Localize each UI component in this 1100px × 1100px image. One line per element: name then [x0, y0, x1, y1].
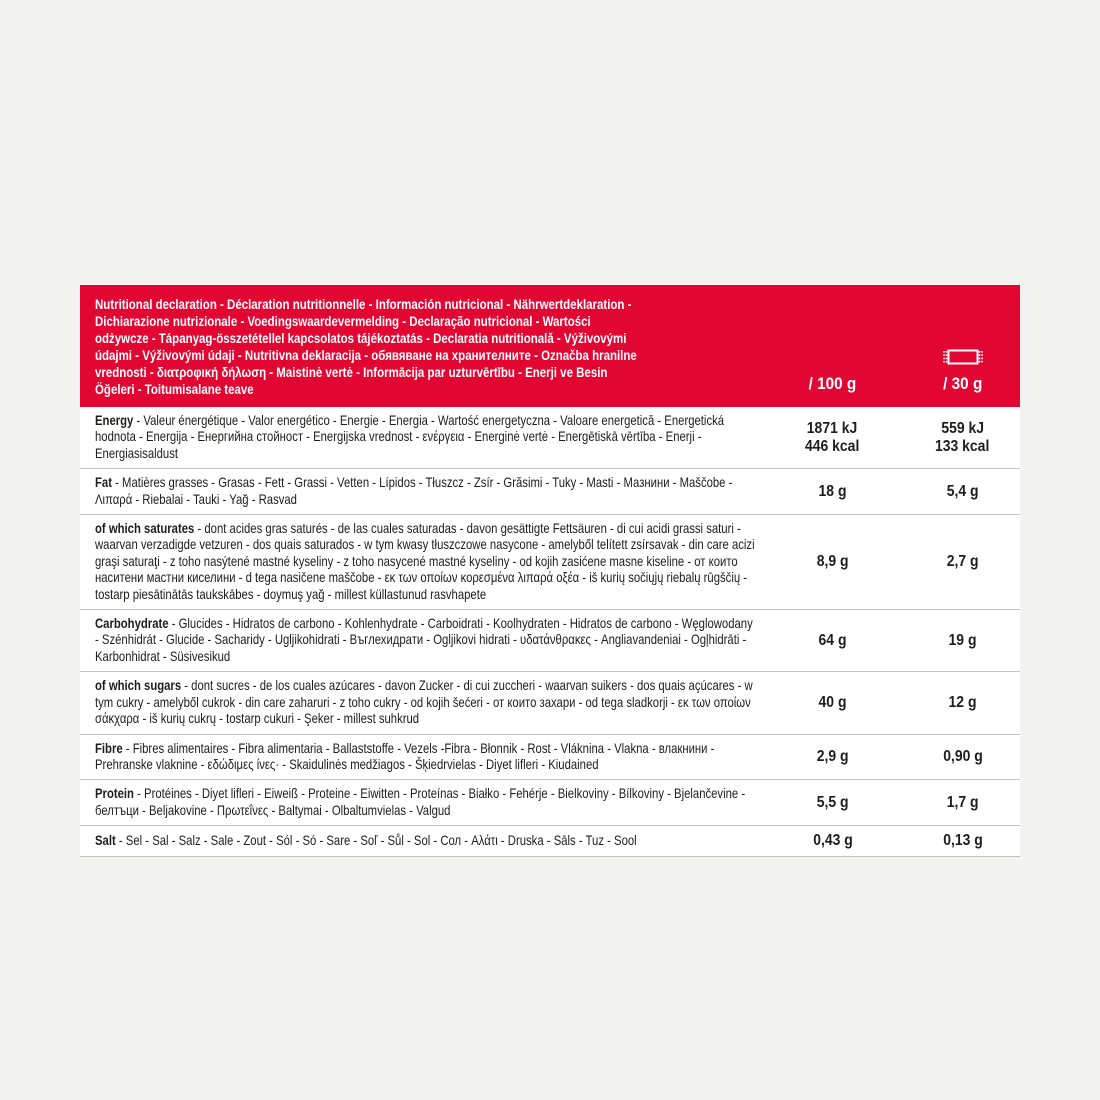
nutrient-label-cell — [80, 786, 760, 819]
value-line: 0,43 g — [812, 832, 853, 850]
nutrient-term: Protein — [95, 786, 134, 802]
nutrition-declaration-table — [80, 285, 1020, 857]
nutrient-term: Carbohydrate — [95, 616, 169, 632]
value-line: 133 kcal — [935, 437, 990, 455]
value-per-100g — [760, 413, 905, 462]
value-per-100g — [760, 678, 905, 727]
per-30g-label: / 30 g — [942, 374, 983, 393]
value-per-30g — [905, 521, 1020, 603]
value-line: 0,90 g — [942, 747, 983, 765]
table-body — [80, 407, 1020, 857]
nutrient-translations: - dont sucres - de los cuales azúcares - davon Zucker - di cui zuccheri - waarvan suikers - dos quais açúcares - w tym cukry - amelyből cukrok - din care zaharuri - z toho cukry - od kojih šećeri - от които захари - od tega sladkorji - εκ των οποίων σάκχαρα - iš kurių cukrų - tostarp cukuri - Şeker - millest suhkrud — [95, 678, 753, 727]
nutrient-label — [95, 475, 759, 508]
table-row — [80, 515, 1020, 610]
nutrient-label-cell — [80, 521, 760, 603]
nutrient-translations: - dont acides gras saturés - de las cuales saturadas - davon gesättigte Fettsäuren - di cui acidi grassi saturi - waarvan verzadigde vetzuren - dos quais saturados - w tym kwasy tłuszczowe nasycone - amelyből telített zsírsavak - din care acizi graşi saturaţi - z toho nasýtené mastné kyseliny - z toho nasycené mastné kyseliny - od kojih zasićene masne kiseline - от които наситени мастни киселини - d tega nasičene maščobe - εκ των οποίων κορεσμένα λιπαρά οξέα - iš kurių sočiųjų riebalų rūgščių - tostarp piesātinātās taukskābes - doymuş yağ - millest küllastunud rasvhapete — [95, 521, 755, 602]
value-line: 19 g — [948, 631, 977, 649]
nutrient-term: Fibre — [95, 740, 123, 756]
value-per-100g — [760, 786, 905, 819]
nutrient-label — [95, 741, 759, 774]
table-row — [80, 672, 1020, 734]
nutrient-translations: - Valeur énergétique - Valor energético - Energie - Energia - Wartość energetyczna - Valoare energetică - Energetická hodnota - Energija - Енергийна стойност - Energijska vrednost - ενέργεια - Energinė vertė - Energētiskā vērtība - Enerji - Energiasisaldust — [95, 413, 725, 461]
nutrient-label — [95, 521, 759, 603]
nutrient-term: of which saturates — [95, 521, 195, 537]
value-line: 12 g — [948, 693, 977, 711]
value-per-100g — [760, 741, 905, 774]
value-line: 18 g — [818, 482, 847, 500]
nutrient-translations: - Glucides - Hidratos de carbono - Kohlenhydrate - Carboidrati - Koolhydraten - Hidratos de carbono - Węglowodany - Szénhidrát - Glucide - Sacharidy - Ugljikohidrati - Въглехидрати - Ogljikovi hidrati - υδατάνθρακες - Angliavandeniai - Ogļhidrāti - Karbonhidrat - Süsivesikud — [95, 616, 753, 664]
value-per-100g — [760, 521, 905, 603]
value-line: 559 kJ — [941, 419, 984, 437]
nutrient-label — [95, 413, 759, 462]
nutrient-label-cell — [80, 741, 760, 774]
value-line: 5,5 g — [816, 793, 849, 811]
nutrient-label-cell — [80, 475, 760, 508]
table-title: Nutritional declaration - Déclaration nutritionnelle - Información nutricional - Nährwertdeklaration - Dichiarazione nutrizionale - Voedingswaardevermelding - Declaração nutricional - Wartości odżywcze - Tápanyag-összetétellel kapcsolatos tájékoztatás - Declaratia nutritionalǎ - Výživovými údajmi - Výživovými údaji - Nutritivna deklaracija - обявяване на хранителните - Označba hranilne vrednosti - διατροφική δήλωση - Maistinė vertė - Informācija par uzturvērtību - Enerji ve Besin Öğeleri - Toitumisalane teave — [95, 296, 637, 397]
value-line: 1,7 g — [946, 793, 979, 811]
table-row — [80, 826, 1020, 857]
nutrient-label-cell — [80, 413, 760, 462]
nutrient-term: Energy — [95, 413, 134, 428]
table-row — [80, 610, 1020, 672]
nutrient-translations: - Sel - Sal - Salz - Sale - Zout - Sól - Só - Sare - Soľ - Sůl - Sol - Сол - Αλάτι - Druska - Sāls - Tuz - Sool — [115, 832, 637, 848]
value-per-100g — [760, 475, 905, 508]
value-per-30g — [905, 678, 1020, 727]
value-per-100g — [760, 832, 905, 850]
value-per-30g — [905, 786, 1020, 819]
table-header-title-cell — [80, 296, 760, 398]
nutrient-term: Salt — [95, 832, 116, 848]
table-row — [80, 780, 1020, 826]
value-per-30g — [905, 832, 1020, 850]
nutrient-translations: - Protéines - Diyet lifleri - Eiweiß - Proteine - Eiwitten - Proteínas - Białko - Fehérje - Bielkoviny - Bílkoviny - Bjelančevine - белтъци - Beljakovine - Πρωτεΐνες - Baltymai - Olbaltumvielas - Valgud — [95, 786, 746, 818]
value-line: 40 g — [818, 693, 847, 711]
value-line: 2,9 g — [816, 747, 849, 765]
nutrient-term: Fat — [95, 475, 112, 491]
value-line: 446 kcal — [805, 437, 860, 455]
value-per-30g — [905, 475, 1020, 508]
per-100g-label: / 100 g — [808, 374, 857, 393]
nutrient-label-cell — [80, 616, 760, 665]
table-row — [80, 469, 1020, 515]
nutrient-translations: - Matières grasses - Grasas - Fett - Grassi - Vetten - Lípidos - Tłuszcz - Zsír - Grăsimi - Tuky - Masti - Мазнини - Maščobe - Λιπαρά - Riebalai - Tauki - Yağ - Rasvad — [95, 475, 733, 507]
value-line: 8,9 g — [816, 553, 849, 571]
bar-wrapper-icon — [940, 347, 986, 367]
nutrient-label-cell — [80, 833, 760, 849]
value-per-100g — [760, 616, 905, 665]
value-per-30g — [905, 413, 1020, 462]
nutrient-label — [95, 786, 759, 819]
nutrient-label — [95, 616, 759, 665]
nutrient-label — [95, 833, 759, 849]
nutrient-label-cell — [80, 678, 760, 727]
table-row — [80, 407, 1020, 469]
column-header-per-30g — [905, 296, 1020, 398]
value-per-30g — [905, 741, 1020, 774]
value-line: 0,13 g — [942, 832, 983, 850]
value-per-30g — [905, 616, 1020, 665]
table-row — [80, 735, 1020, 781]
nutrient-label — [95, 678, 759, 727]
value-line: 64 g — [818, 631, 847, 649]
nutrient-translations: - Fibres alimentaires - Fibra alimentaria - Ballaststoffe - Vezels -Fibra - Błonnik - Rost - Vláknina - Vlakna - влакнини - Prehranske vlaknine - εδώδιμες ίνες· - Skaidulinės medžiagos - Šķiedrvielas - Diyet lifleri - Kiudained — [95, 740, 715, 772]
value-line: 2,7 g — [946, 553, 979, 571]
nutrient-term: of which sugars — [95, 678, 182, 694]
value-line: 1871 kJ — [807, 419, 858, 437]
value-line: 5,4 g — [946, 482, 979, 500]
column-header-per-100g — [760, 296, 905, 398]
table-header — [80, 285, 1020, 407]
